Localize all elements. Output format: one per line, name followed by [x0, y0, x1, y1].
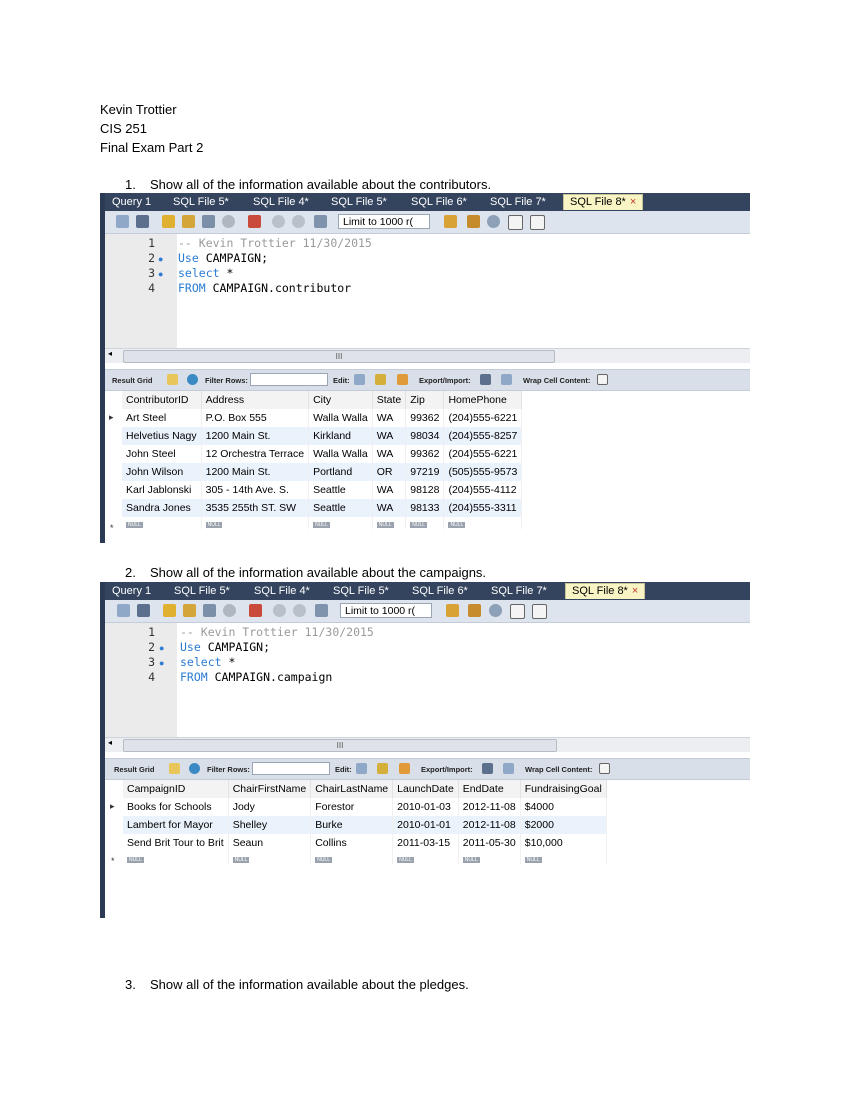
- column-header[interactable]: FundraisingGoal: [520, 780, 606, 798]
- line-number: 1: [148, 625, 155, 639]
- table-cell[interactable]: Forestor: [311, 798, 393, 816]
- table-cell[interactable]: 1200 Main St.: [201, 463, 308, 481]
- wrap-cell-icon[interactable]: [597, 374, 608, 385]
- table-cell[interactable]: Walla Walla: [309, 445, 373, 463]
- filter-rows-input[interactable]: [250, 373, 328, 386]
- grid-header-row: [123, 780, 606, 798]
- save-icon[interactable]: [137, 604, 150, 617]
- explain-icon[interactable]: [202, 215, 215, 228]
- column-header[interactable]: CampaignID: [123, 780, 228, 798]
- sql-toolbar: [100, 211, 750, 234]
- tab-sql-file-8[interactable]: [563, 194, 643, 210]
- current-row-pointer-icon: ▸: [109, 412, 114, 422]
- question-3: [125, 977, 469, 992]
- column-header[interactable]: ContributorID: [122, 391, 201, 409]
- null-cell[interactable]: [122, 517, 201, 529]
- table-cell[interactable]: John Steel: [122, 445, 201, 463]
- table-cell[interactable]: Lambert for Mayor: [123, 816, 228, 834]
- tab-sql-file-5b[interactable]: SQL File 5*: [331, 196, 387, 208]
- table-cell[interactable]: Art Steel: [122, 409, 201, 427]
- tab-sql-file-5[interactable]: SQL File 5*: [173, 196, 229, 208]
- limit-rows-value: Limit to 1000 r(: [345, 605, 416, 617]
- table-cell[interactable]: 98128: [406, 481, 444, 499]
- table-row[interactable]: [123, 816, 606, 834]
- scroll-grip: III: [335, 352, 343, 361]
- table-cell[interactable]: 2010-01-03: [393, 798, 459, 816]
- table-cell[interactable]: 1200 Main St.: [201, 427, 308, 445]
- autocommit-icon[interactable]: [314, 215, 327, 228]
- question-2: [125, 565, 486, 580]
- new-row[interactable]: [122, 517, 522, 529]
- sql-editor[interactable]: [100, 623, 750, 737]
- tab-sql-file-7[interactable]: SQL File 7*: [491, 585, 547, 597]
- question-text: Show all of the information available about the contributors.: [150, 177, 492, 192]
- brush-icon[interactable]: [468, 604, 481, 617]
- sql-keyword: Use: [178, 251, 199, 265]
- null-badge: NULL: [464, 857, 478, 863]
- result-grid-label[interactable]: Result Grid: [112, 376, 153, 385]
- table-cell[interactable]: (204)555-8257: [444, 427, 522, 445]
- null-cell[interactable]: [406, 517, 444, 529]
- table-cell[interactable]: WA: [372, 409, 406, 427]
- sql-text: CAMPAIGN;: [200, 640, 271, 654]
- table-cell[interactable]: 2011-03-15: [393, 834, 459, 852]
- export-import-label: Export/Import:: [421, 765, 473, 774]
- table-cell[interactable]: Kirkland: [309, 427, 373, 445]
- question-text: Show all of the information available about the pledges.: [150, 977, 469, 992]
- refresh-icon[interactable]: [187, 374, 198, 385]
- autocommit-icon[interactable]: [315, 604, 328, 617]
- toggle-errors-icon[interactable]: [248, 215, 261, 228]
- null-badge: NULL: [128, 522, 141, 528]
- table-cell[interactable]: 305 - 14th Ave. S.: [201, 481, 308, 499]
- window-edge: [100, 193, 105, 543]
- table-cell[interactable]: OR: [372, 463, 406, 481]
- close-icon[interactable]: ×: [629, 196, 637, 208]
- tab-sql-file-8[interactable]: [565, 583, 645, 599]
- line-number: 4: [148, 281, 155, 295]
- table-cell[interactable]: $10,000: [520, 834, 606, 852]
- table-cell[interactable]: WA: [372, 427, 406, 445]
- sql-text: CAMPAIGN.contributor: [205, 281, 352, 295]
- scroll-grip: III: [336, 741, 344, 750]
- column-header[interactable]: HomePhone: [444, 391, 522, 409]
- horizontal-scrollbar[interactable]: [105, 737, 750, 752]
- workbench-screenshot-contributors: [100, 193, 750, 543]
- null-badge: NULL: [412, 522, 426, 528]
- find-icon[interactable]: [489, 604, 502, 617]
- sql-comment: -- Kevin Trottier 11/30/2015: [180, 625, 374, 639]
- current-row-pointer-icon: ▸: [110, 801, 115, 811]
- column-header[interactable]: State: [372, 391, 406, 409]
- line-number: 1: [148, 236, 155, 250]
- statement-marker-icon: ●: [159, 658, 165, 668]
- tab-label: SQL File 8*: [572, 585, 628, 597]
- null-badge: NULL: [317, 857, 330, 863]
- tab-query-1[interactable]: Query 1: [112, 585, 152, 597]
- table-cell[interactable]: (204)555-6221: [444, 409, 522, 427]
- explain-icon[interactable]: [203, 604, 216, 617]
- sql-line-use: [178, 251, 268, 265]
- statement-marker-icon: ●: [158, 269, 164, 279]
- open-folder-icon[interactable]: [117, 604, 130, 617]
- table-cell[interactable]: $4000: [520, 798, 606, 816]
- null-badge: NULL: [129, 857, 142, 863]
- stop-icon[interactable]: [222, 215, 235, 228]
- table-cell[interactable]: 12 Orchestra Terrace: [201, 445, 308, 463]
- null-cell[interactable]: [444, 517, 522, 529]
- table-cell[interactable]: John Wilson: [122, 463, 201, 481]
- delete-row-icon[interactable]: [399, 763, 410, 774]
- execute-current-icon[interactable]: [183, 604, 196, 617]
- tab-label: SQL File 8*: [570, 196, 626, 208]
- null-badge: NULL: [526, 857, 540, 863]
- window-edge: [100, 582, 105, 918]
- tab-sql-file-4[interactable]: SQL File 4*: [253, 196, 309, 208]
- sql-keyword: select: [180, 655, 222, 669]
- filter-rows-label: Filter Rows:: [207, 765, 250, 774]
- table-cell[interactable]: Karl Jablonski: [122, 481, 201, 499]
- assignment-title: Final Exam Part 2: [100, 140, 204, 155]
- sql-keyword: select: [178, 266, 220, 280]
- table-row[interactable]: [122, 481, 522, 499]
- table-row[interactable]: [122, 427, 522, 445]
- null-cell[interactable]: [309, 517, 373, 529]
- table-cell[interactable]: (204)555-4112: [444, 481, 522, 499]
- table-row[interactable]: [123, 834, 606, 852]
- table-cell[interactable]: 98034: [406, 427, 444, 445]
- insert-row-icon[interactable]: [375, 374, 386, 385]
- table-row[interactable]: [122, 445, 522, 463]
- question-text: Show all of the information available about the campaigns.: [150, 565, 487, 580]
- tab-sql-file-7[interactable]: SQL File 7*: [490, 196, 546, 208]
- grid-view-icon[interactable]: [169, 763, 180, 774]
- edit-label: Edit:: [335, 765, 352, 774]
- table-cell[interactable]: WA: [372, 481, 406, 499]
- sql-line-from: [178, 281, 351, 295]
- column-header[interactable]: City: [309, 391, 373, 409]
- null-badge: NULL: [450, 522, 464, 528]
- question-1: [125, 177, 491, 192]
- sql-line-select: [180, 655, 235, 669]
- tab-sql-file-5[interactable]: SQL File 5*: [174, 585, 230, 597]
- null-badge: NULL: [234, 857, 248, 863]
- find-icon[interactable]: [487, 215, 500, 228]
- column-header[interactable]: Zip: [406, 391, 444, 409]
- edit-row-icon[interactable]: [354, 374, 365, 385]
- null-badge: NULL: [378, 522, 392, 528]
- close-icon[interactable]: ×: [631, 585, 639, 597]
- new-row-marker: *: [110, 523, 114, 533]
- sql-editor[interactable]: [100, 234, 750, 348]
- edit-row-icon[interactable]: [356, 763, 367, 774]
- null-cell[interactable]: [372, 517, 406, 529]
- import-icon[interactable]: [501, 374, 512, 385]
- workbench-screenshot-campaigns: [100, 582, 750, 918]
- table-cell[interactable]: 99362: [406, 409, 444, 427]
- filter-rows-label: Filter Rows:: [205, 376, 248, 385]
- null-cell[interactable]: [520, 852, 606, 864]
- table-cell[interactable]: P.O. Box 555: [201, 409, 308, 427]
- table-row[interactable]: [122, 499, 522, 517]
- export-import-label: Export/Import:: [419, 376, 471, 385]
- filter-rows-input[interactable]: [252, 762, 330, 775]
- table-cell[interactable]: Send Brit Tour to Brit: [123, 834, 228, 852]
- wrap-lines-icon[interactable]: [532, 604, 547, 619]
- document-header: [100, 100, 203, 157]
- stop-icon[interactable]: [223, 604, 236, 617]
- null-cell[interactable]: [311, 852, 393, 864]
- table-cell[interactable]: Seattle: [309, 499, 373, 517]
- open-folder-icon[interactable]: [116, 215, 129, 228]
- column-header[interactable]: Address: [201, 391, 308, 409]
- table-row[interactable]: [122, 409, 522, 427]
- column-header[interactable]: LaunchDate: [393, 780, 459, 798]
- export-icon[interactable]: [480, 374, 491, 385]
- course-code: CIS 251: [100, 121, 147, 136]
- question-number: 2.: [125, 565, 136, 580]
- null-badge: NULL: [399, 857, 412, 863]
- null-badge: NULL: [315, 522, 328, 528]
- result-grid-label[interactable]: Result Grid: [114, 765, 155, 774]
- table-cell[interactable]: 99362: [406, 445, 444, 463]
- line-number: 3: [148, 266, 155, 280]
- sql-text: CAMPAIGN.campaign: [207, 670, 333, 684]
- table-row[interactable]: [122, 463, 522, 481]
- rollback-icon[interactable]: [293, 604, 306, 617]
- new-row[interactable]: [123, 852, 606, 864]
- table-cell[interactable]: Helvetius Nagy: [122, 427, 201, 445]
- wrap-cell-label: Wrap Cell Content:: [525, 765, 593, 774]
- delete-row-icon[interactable]: [397, 374, 408, 385]
- line-number: 2: [148, 640, 155, 654]
- statement-marker-icon: ●: [158, 254, 164, 264]
- sql-text: CAMPAIGN;: [198, 251, 269, 265]
- table-cell[interactable]: (204)555-6221: [444, 445, 522, 463]
- author-name: Kevin Trottier: [100, 102, 177, 117]
- scroll-left-icon[interactable]: ◂: [108, 738, 113, 747]
- execute-icon[interactable]: [162, 215, 175, 228]
- scroll-thumb[interactable]: [123, 739, 557, 752]
- table-cell[interactable]: Collins: [311, 834, 393, 852]
- sql-line-use: [180, 640, 270, 654]
- sql-keyword: FROM: [178, 281, 206, 295]
- tab-sql-file-4[interactable]: SQL File 4*: [254, 585, 310, 597]
- table-cell[interactable]: (505)555-9573: [444, 463, 522, 481]
- brush-icon[interactable]: [467, 215, 480, 228]
- table-cell[interactable]: Seattle: [309, 481, 373, 499]
- rollback-icon[interactable]: [292, 215, 305, 228]
- tab-sql-file-5b[interactable]: SQL File 5*: [333, 585, 389, 597]
- null-badge: NULL: [207, 522, 221, 528]
- column-header[interactable]: ChairLastName: [311, 780, 393, 798]
- save-icon[interactable]: [136, 215, 149, 228]
- line-number: 3: [148, 655, 155, 669]
- beautify-icon[interactable]: [446, 604, 459, 617]
- result-grid[interactable]: [123, 780, 607, 864]
- tab-sql-file-6[interactable]: SQL File 6*: [411, 196, 467, 208]
- invisible-chars-icon[interactable]: [510, 604, 525, 619]
- null-cell[interactable]: [201, 517, 308, 529]
- wrap-cell-label: Wrap Cell Content:: [523, 376, 591, 385]
- horizontal-scrollbar[interactable]: [105, 348, 750, 363]
- table-cell[interactable]: Portland: [309, 463, 373, 481]
- sql-line-from: [180, 670, 332, 684]
- null-cell[interactable]: [393, 852, 459, 864]
- grid-header-row: [122, 391, 522, 409]
- null-cell[interactable]: [123, 852, 228, 864]
- tab-query-1[interactable]: Query 1: [112, 196, 152, 208]
- refresh-icon[interactable]: [189, 763, 200, 774]
- export-icon[interactable]: [482, 763, 493, 774]
- sql-keyword: Use: [180, 640, 201, 654]
- statement-marker-icon: ●: [159, 643, 165, 653]
- scroll-left-icon[interactable]: ◂: [108, 349, 113, 358]
- result-toolbar: [105, 758, 750, 780]
- question-number: 1.: [125, 177, 136, 192]
- edit-label: Edit:: [333, 376, 350, 385]
- table-cell[interactable]: Sandra Jones: [122, 499, 201, 517]
- query-tab-bar: [100, 582, 750, 600]
- column-header[interactable]: EndDate: [458, 780, 520, 798]
- line-number: 4: [148, 670, 155, 684]
- limit-rows-select[interactable]: [340, 603, 432, 618]
- commit-icon[interactable]: [272, 215, 285, 228]
- table-cell[interactable]: (204)555-3311: [444, 499, 522, 517]
- toggle-errors-icon[interactable]: [249, 604, 262, 617]
- limit-rows-value: Limit to 1000 r(: [343, 216, 414, 228]
- sql-line-select: [178, 266, 233, 280]
- table-cell[interactable]: 2012-11-08: [458, 816, 520, 834]
- wrap-cell-icon[interactable]: [599, 763, 610, 774]
- table-cell[interactable]: 2011-05-30: [458, 834, 520, 852]
- table-cell[interactable]: Jody: [228, 798, 311, 816]
- import-icon[interactable]: [503, 763, 514, 774]
- table-cell[interactable]: WA: [372, 499, 406, 517]
- table-cell[interactable]: 2010-01-01: [393, 816, 459, 834]
- wrap-lines-icon[interactable]: [530, 215, 545, 230]
- tab-sql-file-6[interactable]: SQL File 6*: [412, 585, 468, 597]
- sql-comment: -- Kevin Trottier 11/30/2015: [178, 236, 372, 250]
- line-number: 2: [148, 251, 155, 265]
- table-cell[interactable]: Shelley: [228, 816, 311, 834]
- table-cell[interactable]: 97219: [406, 463, 444, 481]
- sql-text: *: [219, 266, 234, 280]
- table-cell[interactable]: Burke: [311, 816, 393, 834]
- table-cell[interactable]: 98133: [406, 499, 444, 517]
- new-row-marker: *: [111, 856, 115, 866]
- insert-row-icon[interactable]: [377, 763, 388, 774]
- execute-current-icon[interactable]: [182, 215, 195, 228]
- limit-rows-select[interactable]: [338, 214, 430, 229]
- table-cell[interactable]: 3535 255th ST. SW: [201, 499, 308, 517]
- question-number: 3.: [125, 977, 136, 992]
- table-cell[interactable]: $2000: [520, 816, 606, 834]
- null-cell[interactable]: [228, 852, 311, 864]
- beautify-icon[interactable]: [444, 215, 457, 228]
- result-toolbar: [105, 369, 750, 391]
- table-cell[interactable]: WA: [372, 445, 406, 463]
- column-header[interactable]: ChairFirstName: [228, 780, 311, 798]
- result-grid[interactable]: [122, 391, 522, 529]
- sql-keyword: FROM: [180, 670, 208, 684]
- null-cell[interactable]: [458, 852, 520, 864]
- table-row[interactable]: [123, 798, 606, 816]
- table-cell[interactable]: Seaun: [228, 834, 311, 852]
- invisible-chars-icon[interactable]: [508, 215, 523, 230]
- query-tab-bar: [100, 193, 750, 211]
- scroll-thumb[interactable]: [123, 350, 555, 363]
- sql-toolbar: [100, 600, 750, 623]
- table-cell[interactable]: 2012-11-08: [458, 798, 520, 816]
- grid-view-icon[interactable]: [167, 374, 178, 385]
- commit-icon[interactable]: [273, 604, 286, 617]
- sql-text: *: [221, 655, 236, 669]
- table-cell[interactable]: Books for Schools: [123, 798, 228, 816]
- table-cell[interactable]: Walla Walla: [309, 409, 373, 427]
- execute-icon[interactable]: [163, 604, 176, 617]
